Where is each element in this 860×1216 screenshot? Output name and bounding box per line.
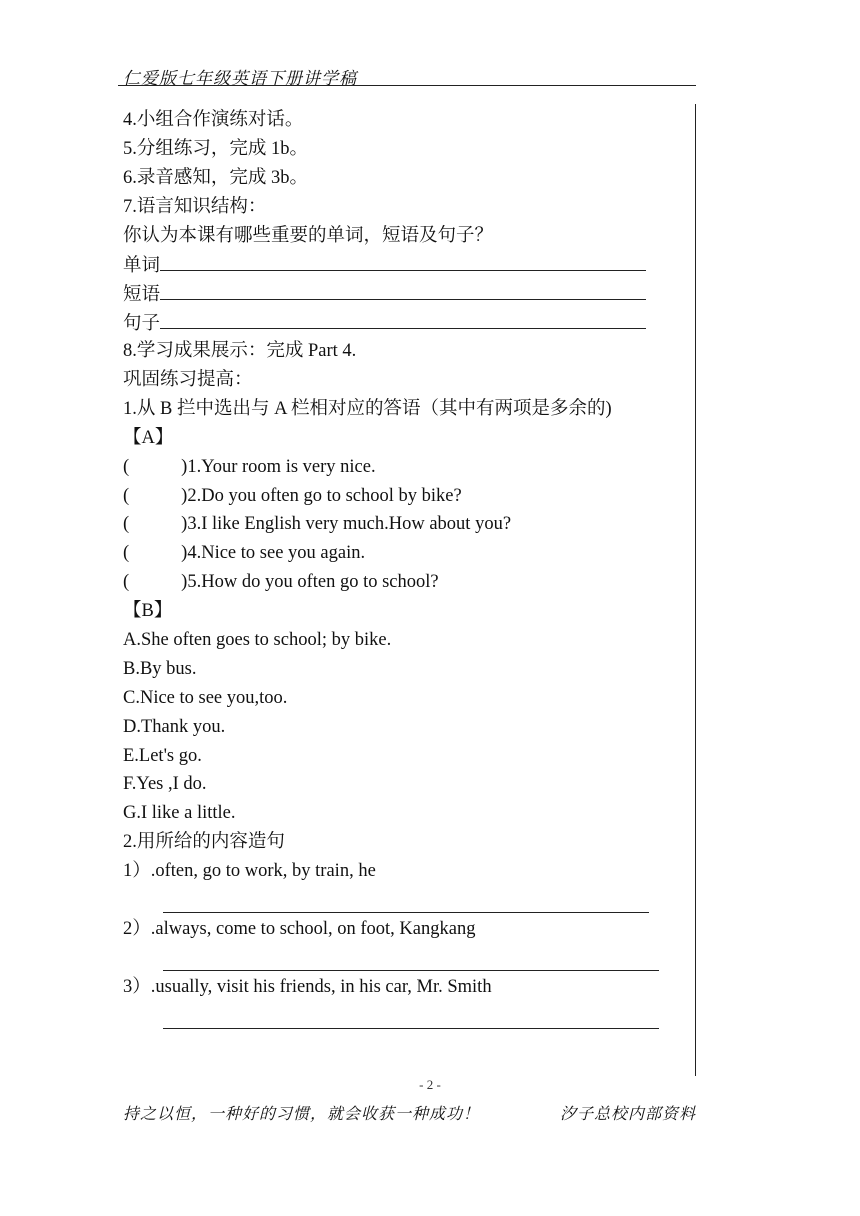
blank-label: 单词: [123, 256, 161, 277]
sentence-answer-line: [123, 944, 683, 973]
footer-school: 汐子总校内部资料: [560, 1106, 697, 1123]
blank-label: 短语: [123, 285, 161, 306]
words-fill-line[interactable]: [160, 250, 646, 271]
step-8: 8.学习成果展示：完成 Part 4.: [123, 341, 357, 362]
option-item: A.She often goes to school; by bike.: [123, 630, 392, 651]
sentence-answer-line: [123, 1002, 683, 1031]
option-item: D.Thank you.: [123, 716, 226, 737]
question-row: ( )2.Do you often go to school by bike?: [123, 485, 462, 506]
question-text: 4.Nice to see you again.: [187, 543, 366, 564]
answer-fill-line[interactable]: [163, 892, 649, 913]
page-number: - 2 -: [419, 1077, 441, 1092]
step-4: 4.小组合作演练对话。: [123, 110, 304, 130]
question-text: 1.Your room is very nice.: [187, 456, 376, 477]
answer-fill-line[interactable]: [163, 1008, 659, 1029]
blank-words: [123, 250, 683, 279]
document-header-title: 仁爱版七年级英语下册讲学稿: [123, 69, 357, 88]
blank-phrases: [123, 279, 683, 308]
question-text: 2.Do you often go to school by bike?: [187, 485, 462, 506]
footer-motto: 持之以恒，一种好的习惯，就会收获一种成功！: [123, 1106, 481, 1123]
question-row: ( )1.Your room is very nice.: [123, 456, 376, 477]
question-row: ( )3.I like English very much.How about you?: [123, 514, 512, 535]
option-item: B.By bus.: [123, 658, 197, 679]
question-row: ( )5.How do you often go to school?: [123, 572, 439, 593]
sentence-prompt: 1）.often, go to work, by train, he: [123, 861, 376, 882]
option-item: C.Nice to see you,too.: [123, 687, 288, 708]
question-text: 3.I like English very much.How about you?: [187, 514, 512, 535]
practice-title: 巩固练习提高：: [123, 370, 253, 391]
step-6: 6.录音感知，完成 3b。: [123, 167, 309, 188]
sentence-prompt: 3）.usually, visit his friends, in his car, Mr. Smith: [123, 976, 492, 997]
right-margin-rule: [695, 104, 696, 1076]
phrases-fill-line[interactable]: [160, 279, 646, 300]
header-rule: [118, 85, 696, 86]
answer-fill-line[interactable]: [163, 950, 659, 971]
blank-sentences: [123, 308, 683, 337]
option-item: F.Yes ,I do.: [123, 774, 207, 795]
step-5: 5.分组练习，完成 1b。: [123, 138, 309, 159]
sentence-prompt: 2）.always, come to school, on foot, Kangkang: [123, 918, 476, 939]
option-item: E.Let's go.: [123, 745, 202, 766]
option-item: G.I like a little.: [123, 803, 236, 824]
section-a-label: 【A】: [123, 427, 174, 448]
step-7-question: 你认为本课有哪些重要的单词，短语及句子？: [123, 225, 494, 246]
question-text: 5.How do you often go to school?: [187, 572, 439, 593]
question-row: ( )4.Nice to see you again.: [123, 543, 366, 564]
worksheet-content: [123, 106, 683, 1031]
sentence-answer-line: [123, 886, 683, 915]
step-7: 7.语言知识结构：: [123, 196, 267, 217]
blank-label: 句子: [123, 314, 161, 335]
exercise-2-instruction: 2.用所给的内容造句: [123, 832, 285, 853]
section-b-label: 【B】: [123, 601, 173, 622]
exercise-1-instruction: 1.从 B 拦中选出与 A 栏相对应的答语（其中有两项是多余的): [123, 398, 612, 419]
sentences-fill-line[interactable]: [160, 308, 646, 329]
